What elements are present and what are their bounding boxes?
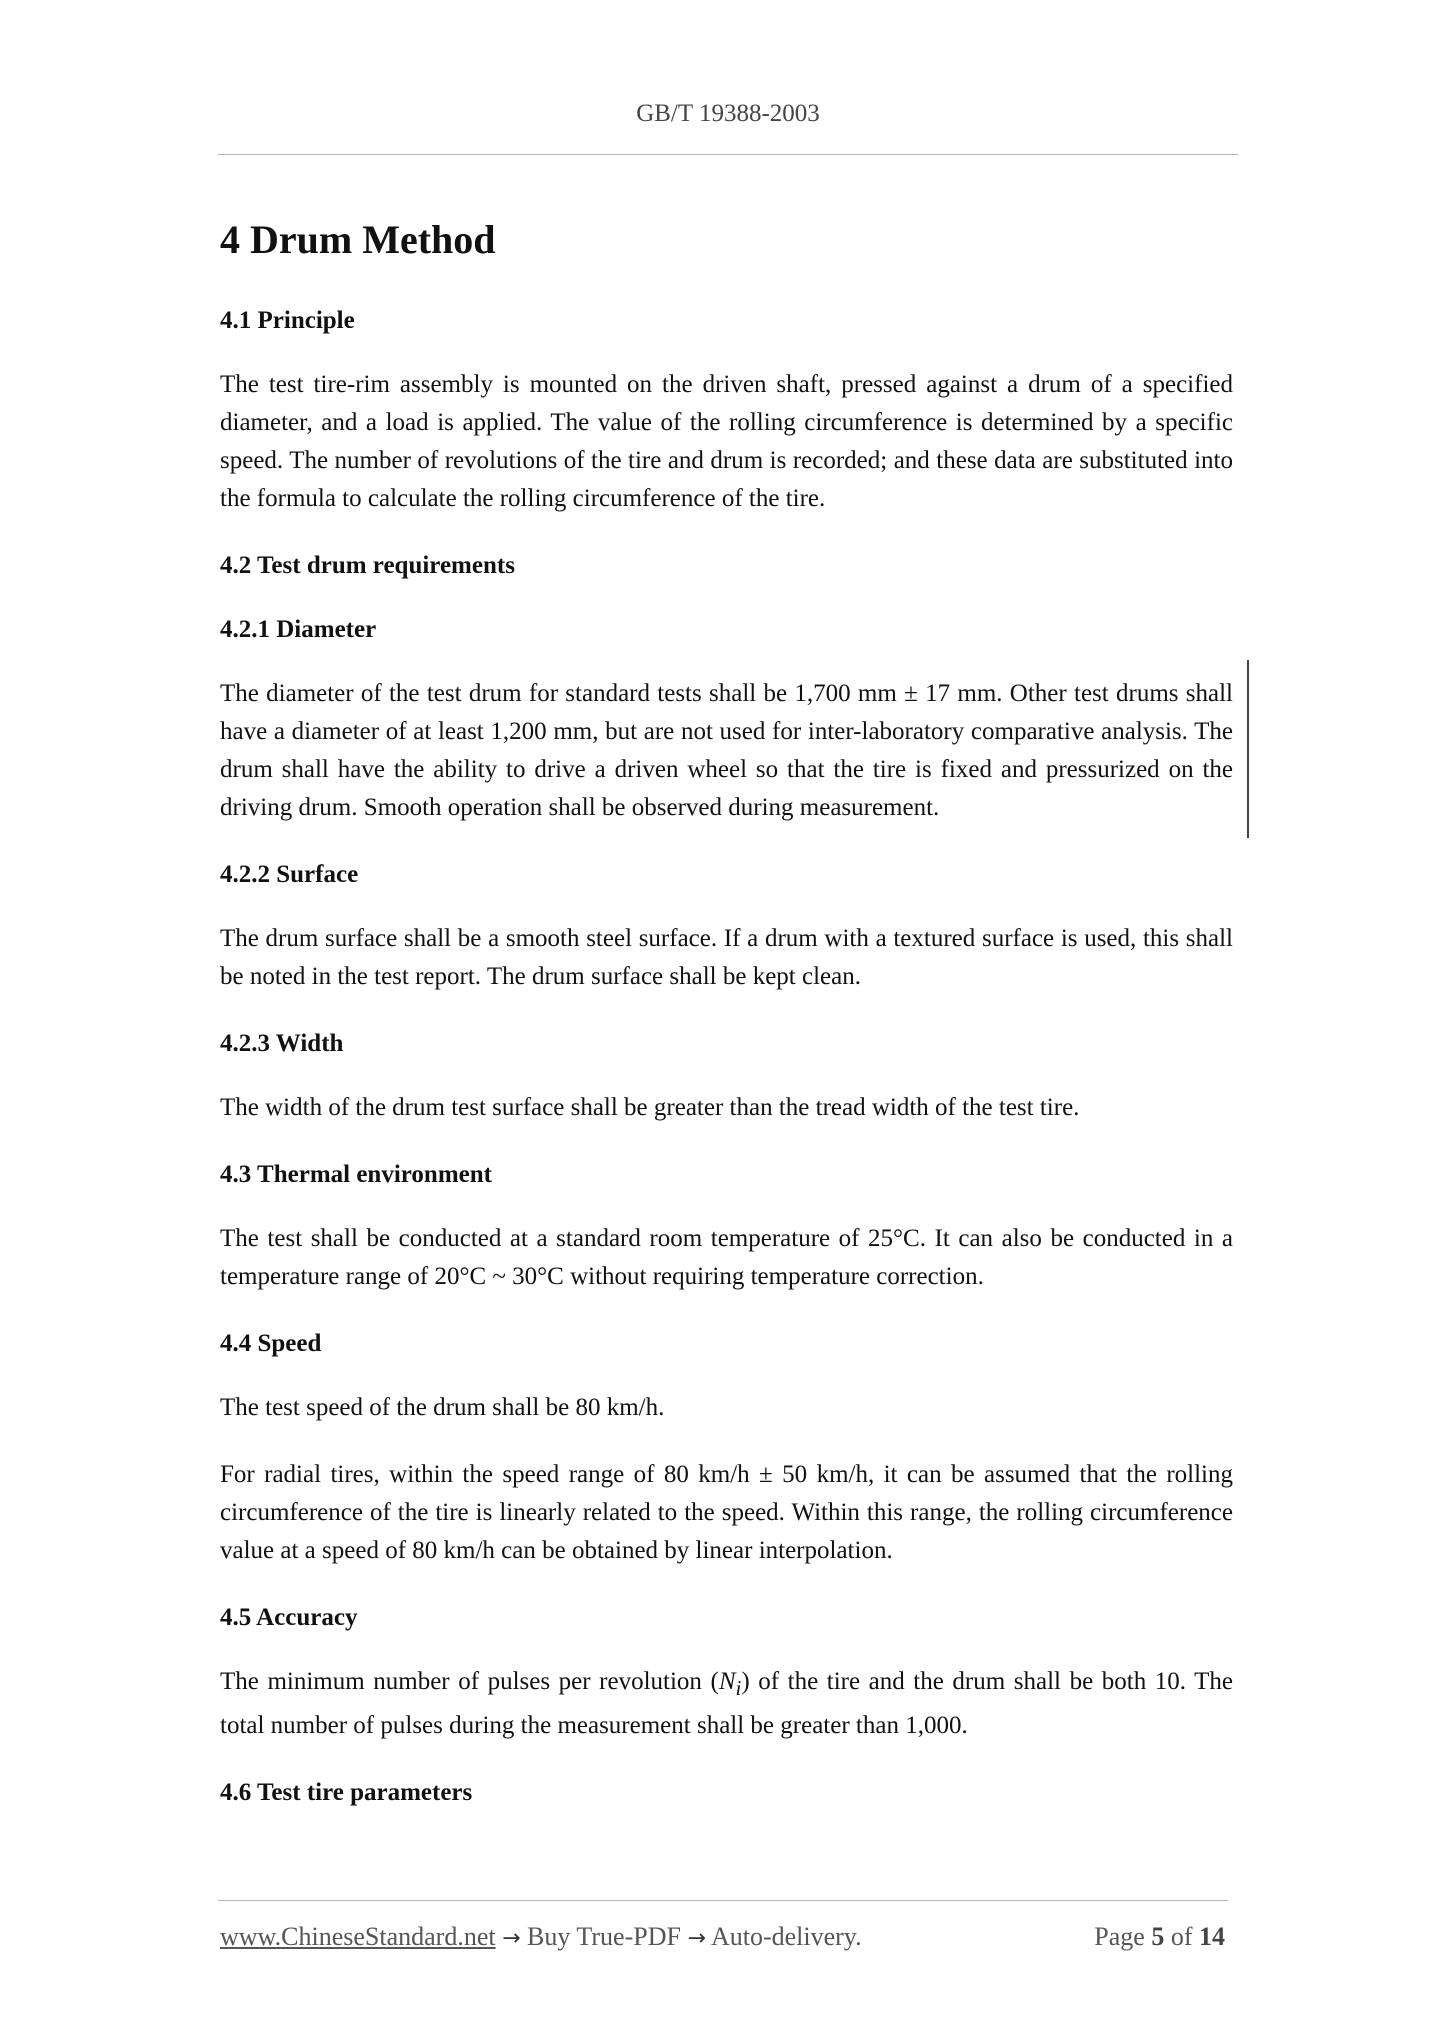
auto-delivery-text: Auto-delivery.: [710, 1922, 862, 1951]
paragraph-4-3: The test shall be conducted at a standard room temperature of 25°C. It can also be conducted in a temperature range of 20°C ~ 30°C without requiring temperature correction.: [220, 1225, 1233, 1290]
heading-4-4: 4.4 Speed: [220, 1330, 322, 1357]
page-content: [220, 210, 1233, 1838]
arrow-right-icon: →: [687, 1926, 706, 1951]
heading-4-3: 4.3 Thermal environment: [220, 1161, 492, 1188]
page-label: Page: [1094, 1922, 1145, 1951]
arrow-right-icon: →: [502, 1926, 521, 1951]
heading-4-2-2: 4.2.2 Surface: [220, 861, 359, 888]
buy-true-pdf-text: Buy True-PDF: [527, 1922, 681, 1951]
heading-4-6: 4.6 Test tire parameters: [220, 1779, 473, 1806]
page-of-label: of: [1170, 1922, 1193, 1951]
heading-4-5: 4.5 Accuracy: [220, 1604, 358, 1631]
footer-promo: [220, 1922, 862, 1952]
page-current: 5: [1151, 1922, 1165, 1951]
pulse-symbol: N: [718, 1668, 736, 1695]
paragraph-4-1: The test tire-rim assembly is mounted on the driven shaft, pressed against a drum of a specified diameter, and a load is applied. The value of the rolling circumference is determined by a specific speed. The number of revolutions of the tire and drum is recorded; and these data are substituted into the formula to calculate the rolling circumference of the tire.: [220, 371, 1233, 512]
header-divider: [218, 154, 1238, 155]
paragraph-4-4-a: The test speed of the drum shall be 80 km/h.: [220, 1394, 665, 1421]
paragraph-4-5-part-2: ) of the tire and the drum shall be both 10. The total number of pulses during the measurement shall be greater than 1,000.: [220, 1668, 1234, 1739]
paragraph-4-4-b: For radial tires, within the speed range of 80 km/h ± 50 km/h, it can be assumed that the rolling circumference of the tire is linearly related to the speed. Within this range, the rolling circumference value at a speed of 80 km/h can be obtained by linear interpolation.: [220, 1461, 1233, 1564]
revision-change-bar: [1247, 660, 1249, 838]
page-number: [1094, 1922, 1225, 1952]
paragraph-4-2-2: The drum surface shall be a smooth steel surface. If a drum with a textured surface is used, this shall be noted in the test report. The drum surface shall be kept clean.: [220, 925, 1233, 990]
footer-divider: [218, 1900, 1228, 1901]
heading-4-2-1: 4.2.1 Diameter: [220, 616, 377, 643]
heading-4-2: 4.2 Test drum requirements: [220, 552, 515, 579]
document-header: [218, 100, 1238, 128]
paragraph-4-2-1: The diameter of the test drum for standard tests shall be 1,700 mm ± 17 mm. Other test drums shall have a diameter of at least 1,200 mm, but are not used for inter-laboratory comparative analysis. The drum shall have the ability to drive a driven wheel so that the tire is fixed and pressurized on the driving drum. Smooth operation shall be observed during measurement.: [220, 680, 1233, 821]
page-total: 14: [1199, 1922, 1225, 1951]
heading-4-2-3: 4.2.3 Width: [220, 1030, 344, 1057]
pulse-subscript: i: [735, 1676, 742, 1700]
standard-code: GB/T 19388-2003: [636, 100, 820, 127]
paragraph-4-5: [220, 1663, 1233, 1745]
heading-4-1: 4.1 Principle: [220, 307, 355, 334]
section-title: 4 Drum Method: [220, 217, 496, 262]
site-link[interactable]: www.ChineseStandard.net: [220, 1922, 496, 1951]
paragraph-4-5-part-1: The minimum number of pulses per revolution (: [220, 1668, 719, 1695]
paragraph-4-2-3: The width of the drum test surface shall be greater than the tread width of the test tire.: [220, 1094, 1080, 1121]
